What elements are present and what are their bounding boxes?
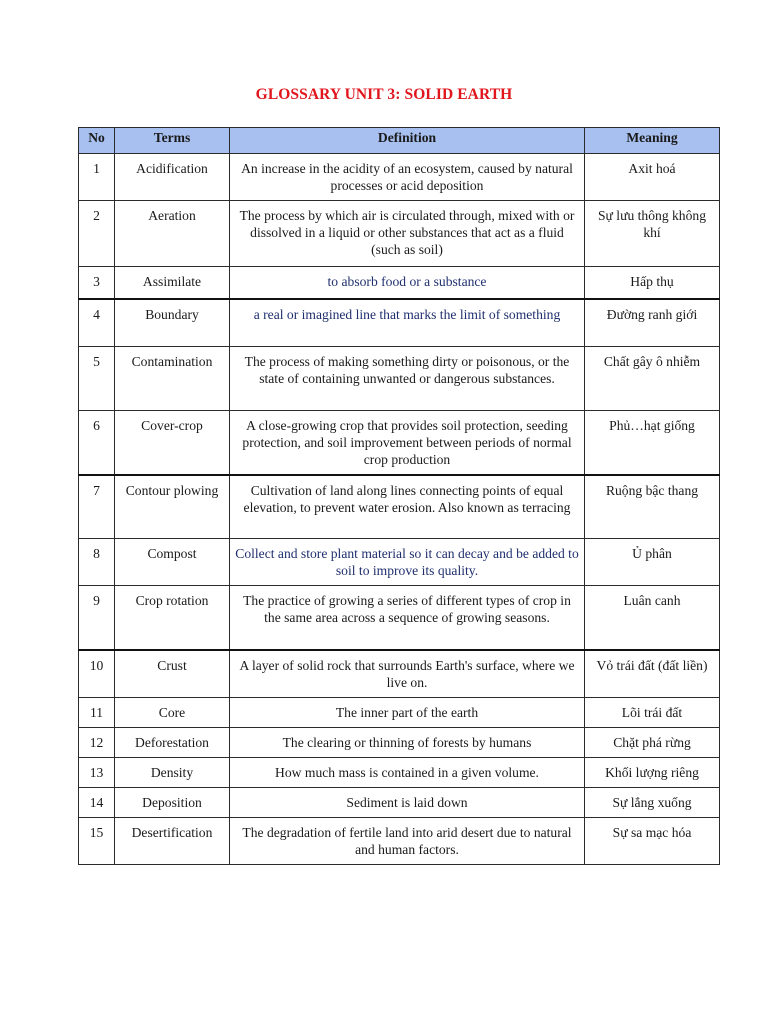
table-header-row bbox=[79, 128, 720, 154]
row-definition: The degradation of fertile land into arid desert due to natural and human factors. bbox=[230, 818, 585, 865]
row-no: 12 bbox=[79, 728, 115, 758]
row-no: 9 bbox=[79, 586, 115, 650]
row-definition: The process of making something dirty or poisonous, or the state of containing unwanted or dangerous substances. bbox=[230, 347, 585, 411]
row-no: 1 bbox=[79, 154, 115, 201]
table-row bbox=[79, 539, 720, 586]
row-no: 5 bbox=[79, 347, 115, 411]
row-definition: Collect and store plant material so it can decay and be added to soil to improve its quality. bbox=[230, 539, 585, 586]
row-no: 7 bbox=[79, 475, 115, 539]
row-definition: How much mass is contained in a given volume. bbox=[230, 758, 585, 788]
table-row bbox=[79, 475, 720, 539]
row-definition: a real or imagined line that marks the limit of something bbox=[230, 299, 585, 347]
header-terms: Terms bbox=[115, 128, 230, 154]
row-no: 11 bbox=[79, 698, 115, 728]
row-term: Contamination bbox=[115, 347, 230, 411]
row-no: 15 bbox=[79, 818, 115, 865]
row-meaning: Sự lắng xuống bbox=[585, 788, 720, 818]
header-no: No bbox=[79, 128, 115, 154]
row-term: Assimilate bbox=[115, 267, 230, 299]
row-meaning: Chất gây ô nhiễm bbox=[585, 347, 720, 411]
table-row bbox=[79, 267, 720, 299]
glossary-table bbox=[78, 127, 720, 865]
row-no: 4 bbox=[79, 299, 115, 347]
row-definition: A layer of solid rock that surrounds Earth's surface, where we live on. bbox=[230, 650, 585, 698]
row-no: 3 bbox=[79, 267, 115, 299]
row-definition: The process by which air is circulated through, mixed with or dissolved in a liquid or other substances that act as a fluid (such as soil) bbox=[230, 201, 585, 267]
row-term: Crop rotation bbox=[115, 586, 230, 650]
page-title: GLOSSARY UNIT 3: SOLID EARTH bbox=[255, 86, 513, 103]
table-row bbox=[79, 698, 720, 728]
row-no: 10 bbox=[79, 650, 115, 698]
table-row bbox=[79, 650, 720, 698]
row-meaning: Lõi trái đất bbox=[585, 698, 720, 728]
row-meaning: Phủ…hạt giống bbox=[585, 411, 720, 475]
table-row bbox=[79, 299, 720, 347]
row-definition: An increase in the acidity of an ecosystem, caused by natural processes or acid deposition bbox=[230, 154, 585, 201]
row-definition: A close-growing crop that provides soil protection, seeding protection, and soil improvement between periods of normal crop production bbox=[230, 411, 585, 475]
table-row bbox=[79, 728, 720, 758]
row-term: Core bbox=[115, 698, 230, 728]
row-no: 8 bbox=[79, 539, 115, 586]
row-meaning: Axit hoá bbox=[585, 154, 720, 201]
header-definition: Definition bbox=[230, 128, 585, 154]
table-row bbox=[79, 154, 720, 201]
row-term: Density bbox=[115, 758, 230, 788]
row-meaning: Hấp thụ bbox=[585, 267, 720, 299]
row-no: 13 bbox=[79, 758, 115, 788]
row-definition: The clearing or thinning of forests by humans bbox=[230, 728, 585, 758]
table-row bbox=[79, 818, 720, 865]
header-meaning: Meaning bbox=[585, 128, 720, 154]
row-meaning: Chặt phá rừng bbox=[585, 728, 720, 758]
row-term: Cover-crop bbox=[115, 411, 230, 475]
table-row bbox=[79, 586, 720, 650]
row-term: Acidification bbox=[115, 154, 230, 201]
row-term: Compost bbox=[115, 539, 230, 586]
row-meaning: Khối lượng riêng bbox=[585, 758, 720, 788]
table-row bbox=[79, 788, 720, 818]
row-term: Aeration bbox=[115, 201, 230, 267]
row-meaning: Luân canh bbox=[585, 586, 720, 650]
row-term: Boundary bbox=[115, 299, 230, 347]
row-meaning: Sự sa mạc hóa bbox=[585, 818, 720, 865]
row-meaning: Ruộng bậc thang bbox=[585, 475, 720, 539]
row-term: Deforestation bbox=[115, 728, 230, 758]
row-definition: The practice of growing a series of different types of crop in the same area across a sequence of growing seasons. bbox=[230, 586, 585, 650]
row-meaning: Sự lưu thông không khí bbox=[585, 201, 720, 267]
table-row bbox=[79, 758, 720, 788]
row-meaning: Vỏ trái đất (đất liền) bbox=[585, 650, 720, 698]
row-term: Contour plowing bbox=[115, 475, 230, 539]
row-definition: Sediment is laid down bbox=[230, 788, 585, 818]
row-meaning: Ủ phân bbox=[585, 539, 720, 586]
row-no: 2 bbox=[79, 201, 115, 267]
row-term: Crust bbox=[115, 650, 230, 698]
row-meaning: Đường ranh giới bbox=[585, 299, 720, 347]
table-row bbox=[79, 347, 720, 411]
table-row bbox=[79, 201, 720, 267]
table-row bbox=[79, 411, 720, 475]
row-no: 14 bbox=[79, 788, 115, 818]
row-definition: to absorb food or a substance bbox=[230, 267, 585, 299]
row-definition: The inner part of the earth bbox=[230, 698, 585, 728]
row-definition: Cultivation of land along lines connecting points of equal elevation, to prevent water erosion. Also known as terracing bbox=[230, 475, 585, 539]
row-no: 6 bbox=[79, 411, 115, 475]
row-term: Deposition bbox=[115, 788, 230, 818]
row-term: Desertification bbox=[115, 818, 230, 865]
